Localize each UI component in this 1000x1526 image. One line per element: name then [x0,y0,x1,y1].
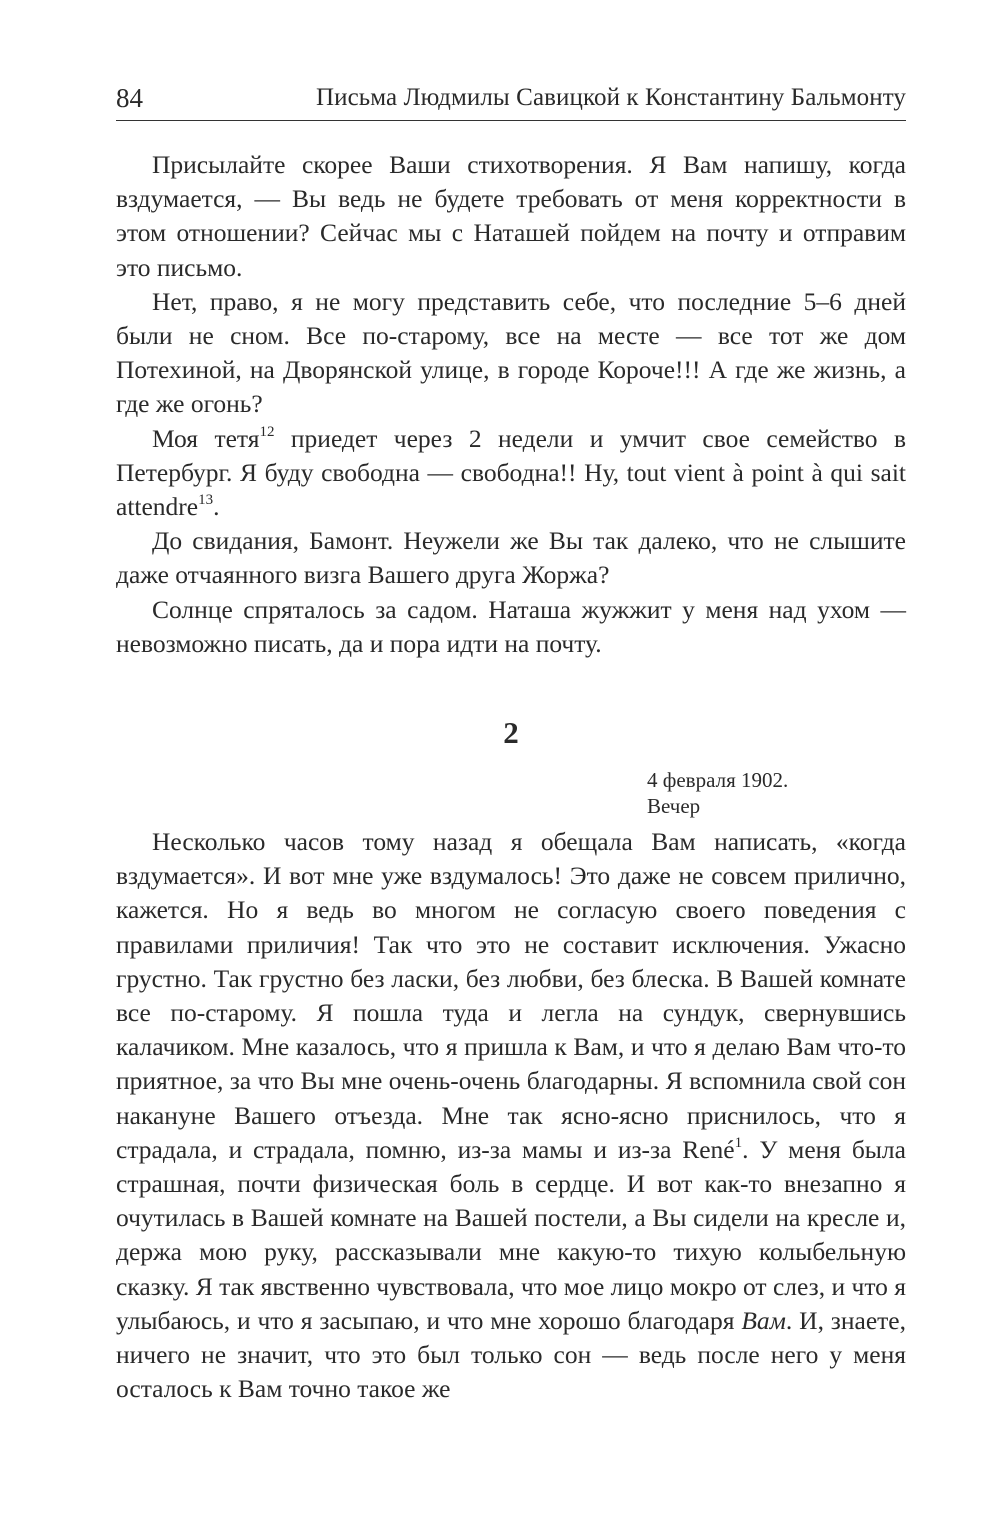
paragraph-text: Несколько часов тому назад я обещала Вам написать, «когда вздумается». И вот мне уже вздумалось! Это даже не совсем прилично, кажется. Но я ведь во многом не согласую своего поведения с правилами приличия! Так что это не составит исключения. Ужасно грустно. Так грустно без ласки, без любви, без блеска. В Вашей комнате все по-старому. Я пошла туда и легла на сундук, свернувшись калачиком. Мне казалось, что я пришла к Вам, и что я делаю Вам что-то приятное, за что Вы мне очень-очень благодарны. Я вспомнила свой сон накануне Вашего отъезда. Мне так ясно-ясно приснилось, что я страдала, и страдала, помню, из-за мамы и из-за René [116,827,906,1164]
footnote-ref-13: 13 [198,492,214,509]
page-number: 84 [116,83,143,113]
paragraph: Солнце спряталось за садом. Наташа жужжит у меня над ухом — невозможно писать, да и пора идти на почту. [116,594,906,658]
running-header [116,80,906,121]
letter-date: 4 февраля 1902. [647,768,789,792]
paragraph-text: . У меня была страшная, почти физическая боль в сердце. И вот как-то внезапно я очутилась в Вашей комнате на Вашей постели, а Вы сидели на кресле и, держа мою руку, рассказывали мне какую-то тихую колыбельную сказку. Я так явственно чувствовала, что мое лицо мокро от слез, и что я улыбаюсь, и что я засыпаю, и что мне хорошо благодаря [116,1134,906,1335]
paragraph [116,825,906,1406]
letter-time-of-day: Вечер [647,794,701,818]
paragraph-text: Моя тетя [152,423,260,453]
letter-1-ending [116,148,906,661]
paragraph: Присылайте скорее Ваши стихотворения. Я Вам напишу, когда вздумается, — Вы ведь не будете требовать от меня корректности в этом отношении? Сейчас мы с Наташей пойдем на почту и отправим это письмо. [116,150,906,282]
paragraph-text: . [213,492,220,522]
paragraph: До свидания, Бамонт. Неужели же Вы так далеко, что не слышите даже отчаянного визга Вашего друга Жоржа? [116,526,906,590]
section-number: 2 [503,715,519,750]
letter-dateline [647,767,788,819]
paragraph: Нет, право, я не могу представить себе, что последние 5–6 дней были не сном. Все по-старому, все на месте — все тот же дом Потехиной, на Дворянской улице, в городе Короче!!! А где же жизнь, а где же огонь? [116,286,906,419]
footnote-ref-12: 12 [259,423,275,440]
letter-2-body [116,825,906,1406]
paragraph [116,422,906,525]
footnote-ref-1: 1 [734,1134,743,1151]
running-title: Письма Людмилы Савицкой к Константину Бальмонту [315,84,906,111]
paragraph-text: приедет через 2 недели и умчит свое семейство в Петербург. Я буду свободна — свободна!! Ну, tout vient à point à qui sait attendre [116,423,906,522]
paragraph-text: . И, знаете, ничего не значит, что это был только сон — ведь после него у меня осталось к Вам точно такое же [116,1305,907,1404]
emphasized-word: Вам [741,1305,786,1335]
